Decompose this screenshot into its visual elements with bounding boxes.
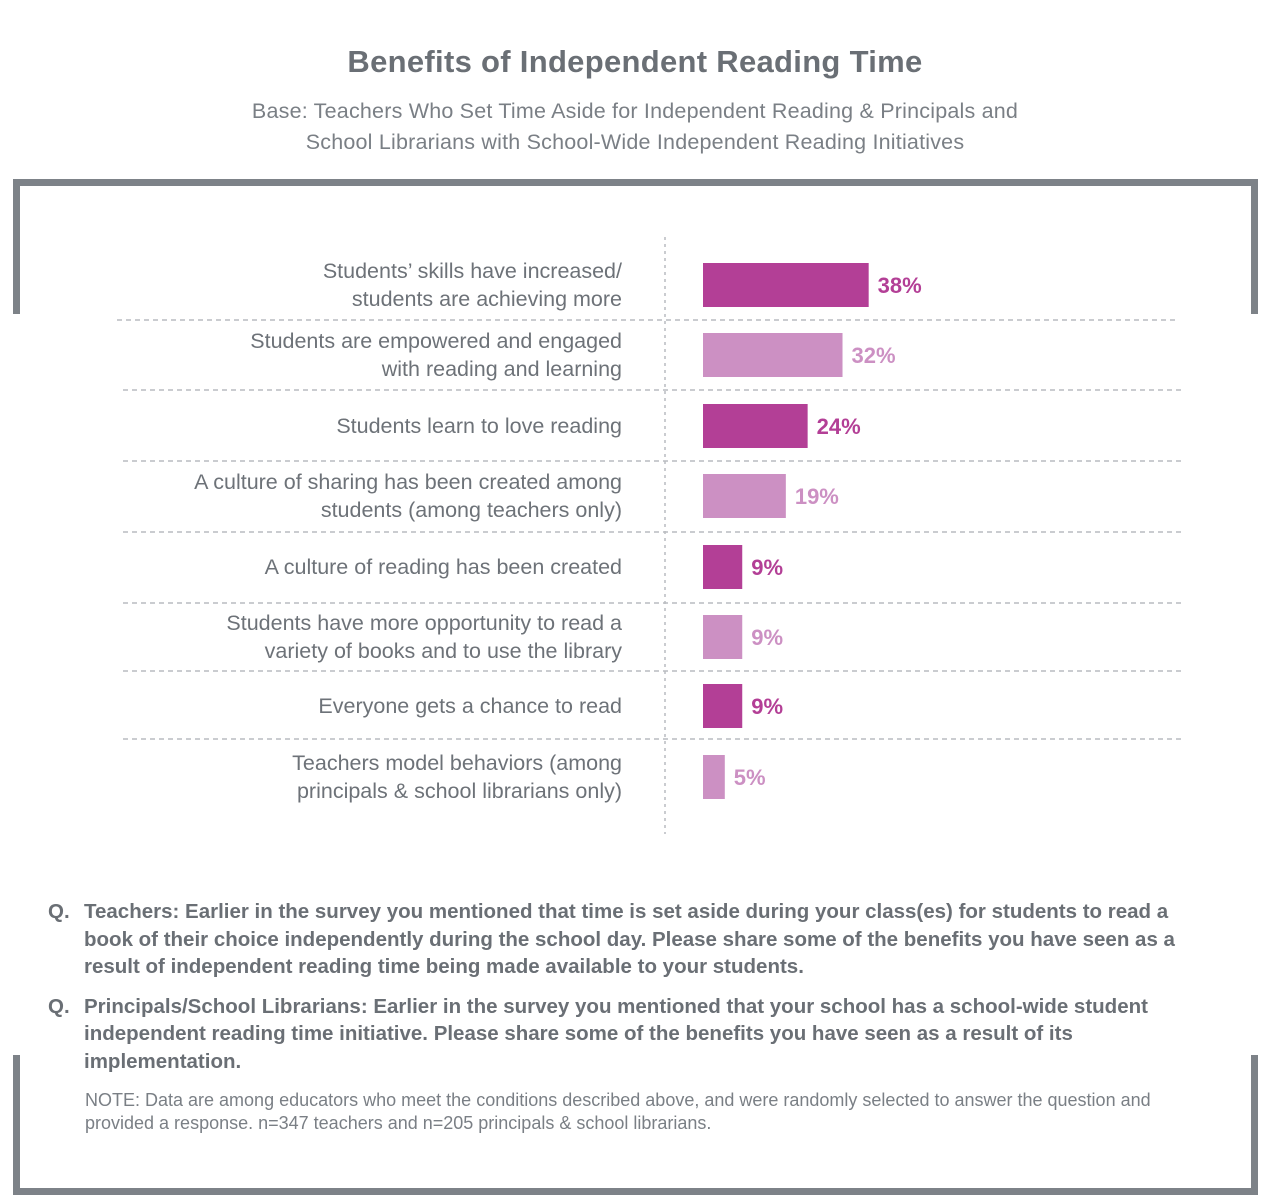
category-label-line: with reading and learning	[381, 357, 622, 381]
category-label-line: Students have more opportunity to read a	[226, 611, 622, 635]
category-label	[90, 412, 622, 440]
footnote: NOTE: Data are among educators who meet the conditions described above, and were randomly selected to answer the question and provided a response. n=347 teachers and n=205 principals & school librarians.	[85, 1090, 1151, 1133]
category-label	[90, 749, 622, 805]
subtitle-line-2: School Librarians with School-Wide Independent Reading Initiatives	[305, 130, 965, 154]
category-label	[90, 692, 622, 720]
value-label: 9%	[751, 555, 784, 580]
value-label: 5%	[733, 765, 766, 790]
value-label: 9%	[751, 625, 784, 650]
value-label: 19%	[794, 484, 839, 509]
category-label-line: principals & school librarians only)	[296, 779, 622, 803]
category-label-line: variety of books and to use the library	[264, 639, 622, 663]
bar	[703, 263, 869, 307]
value-label: 9%	[751, 694, 784, 719]
question-prefix: Q.	[48, 994, 70, 1018]
bar	[703, 684, 742, 728]
value-label: 38%	[877, 273, 922, 298]
category-label-line: students are achieving more	[351, 287, 622, 311]
bar	[703, 333, 843, 377]
category-label-line: Everyone gets a chance to read	[318, 694, 622, 718]
category-label-line: Students’ skills have increased/	[322, 259, 622, 283]
category-label	[90, 327, 622, 383]
category-label-line: Students are empowered and engaged	[250, 329, 622, 353]
bar	[703, 755, 725, 799]
bar	[703, 615, 742, 659]
question-principals	[48, 993, 1218, 1076]
value-label: 32%	[851, 343, 896, 368]
question-teachers	[48, 898, 1218, 981]
question-text: Principals/School Librarians: Earlier in the survey you mentioned that your school has a school-wide student independent reading time initiative. Please share some of the benefits you have seen as a result of its implementation.	[84, 994, 1148, 1073]
survey-questions	[48, 898, 1218, 1087]
category-label	[90, 553, 622, 581]
bar	[703, 545, 742, 589]
bar	[703, 474, 786, 518]
bar	[703, 404, 808, 448]
category-label-line: Students learn to love reading	[336, 414, 622, 438]
chart-title: Benefits of Independent Reading Time	[347, 44, 923, 79]
category-label	[90, 468, 622, 524]
category-label	[90, 609, 622, 665]
category-label-line: Teachers model behaviors (among	[292, 751, 622, 775]
question-prefix: Q.	[48, 900, 70, 923]
value-label: 24%	[816, 414, 861, 439]
category-label-line: A culture of sharing has been created among	[194, 470, 622, 494]
subtitle-line-1: Base: Teachers Who Set Time Aside for Independent Reading & Principals and	[251, 99, 1019, 123]
question-text: Teachers: Earlier in the survey you mentioned that time is set aside during your class(es) for students to read a book of their choice independently during the school day. Please share some of the benefits you have seen as a result of independent reading time being made available to your students.	[84, 900, 1175, 978]
category-label-line: A culture of reading has been created	[264, 555, 622, 579]
category-label	[90, 257, 622, 313]
category-label-line: students (among teachers only)	[320, 498, 622, 522]
